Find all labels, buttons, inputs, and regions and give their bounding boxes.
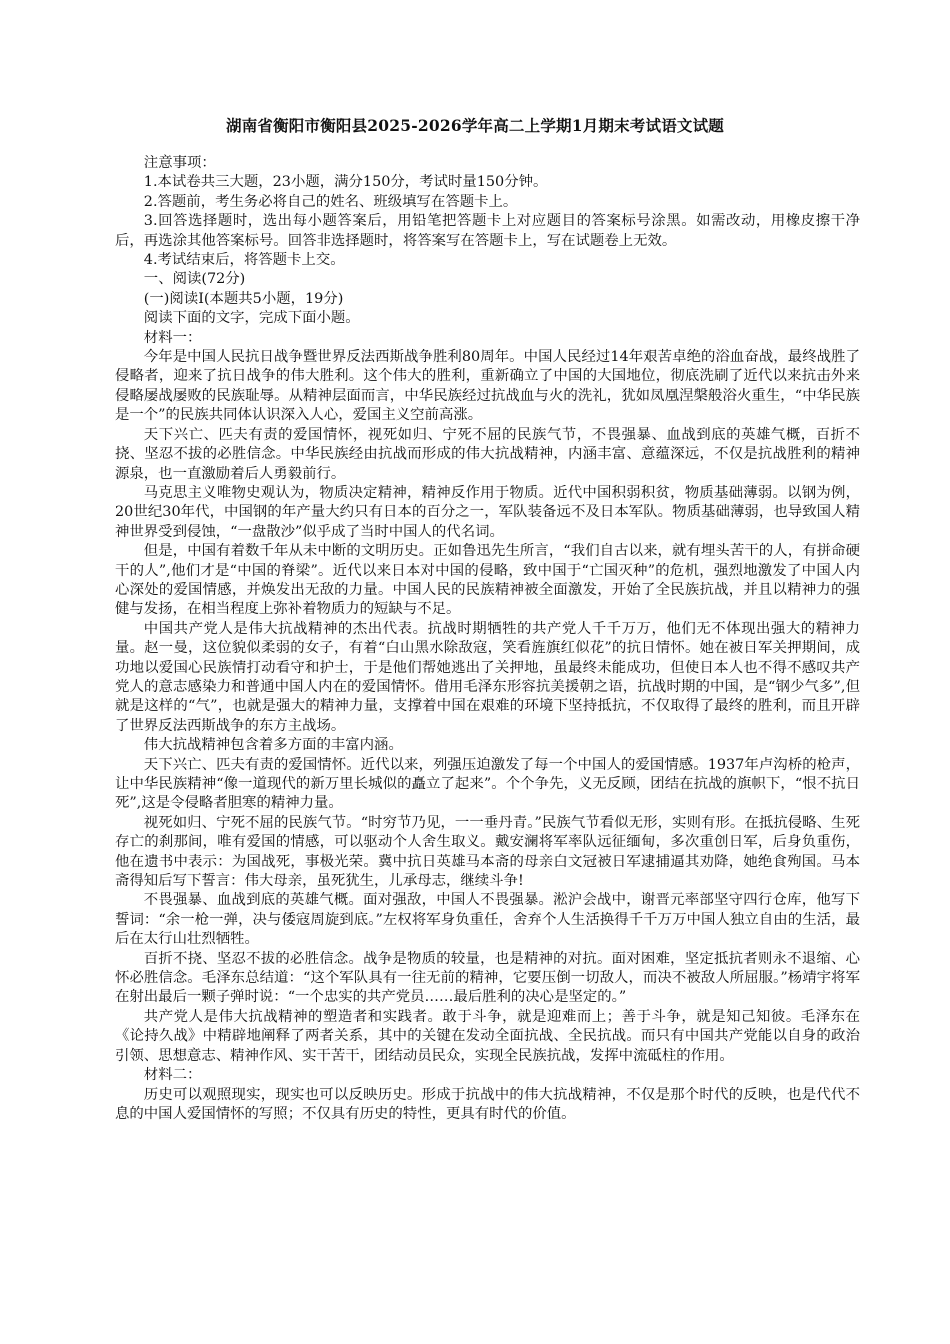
- section-heading: 一、阅读(72分): [143, 271, 246, 288]
- material1-paragraph: 天下兴亡、匹夫有责的爱国情怀。近代以来，列强压迫激发了每一个中国人的爱国情感。1937年卢沟桥的枪声，让中华民族精神“像一道现代的新万里长城似的矗立了起来”。个个争先，义无反顾，团结在抗战的旗帜下，“恨不抗日死”,这是令侵略者胆寒的精神力量。: [115, 756, 860, 812]
- material1-paragraph: 但是，中国有着数千年从未中断的文明历史。正如鲁迅先生所言，“我们自古以来，就有埋头苦干的人，有拼命硬干的人”,他们才是“中国的脊梁”。近代以来日本对中国的侵略，致中国于“亡国灭种”的危机，强烈地激发了中国人内心深处的爱国情感，并焕发出无敌的力量。中国人民的民族精神被全面激发，开始了全民族抗战，并且以精神力的强健与发扬，在相当程度上弥补着物质力的短缺与不足。: [115, 543, 860, 618]
- page-title: 湖南省衡阳市衡阳县2025-2026学年高二上学期1月期末考试语文试题: [226, 116, 724, 135]
- notice-item-1: 1.本试卷共三大题，23小题，满分150分，考试时量150分钟。: [143, 174, 548, 191]
- material1-paragraph: 视死如归、宁死不屈的民族气节。“时穷节乃见，一一垂丹青。”民族气节看似无形，实则有形。在抵抗侵略、生死存亡的刹那间，唯有爱国的情感，可以驱动个人舍生取义。戴安澜将军率队远征缅甸，多次重创日军，后身负重伤，他在遗书中表示：为国战死，事极光荣。冀中抗日英雄马本斋的母亲白文冠被日军逮捕逼其劝降，她绝食殉国。马本斋得知后写下誓言：伟大母亲，虽死犹生，儿承母志，继续斗争!: [115, 814, 860, 890]
- material1-paragraph: 天下兴亡、匹夫有责的爱国情怀，视死如归、宁死不屈的民族气节，不畏强暴、血战到底的英雄气概，百折不挠、坚忍不拔的必胜信念。中华民族经由抗战而形成的伟大抗战精神，内涵丰富、意蕴深远，不仅是抗战胜利的精神源泉，也一直激励着后人勇毅前行。: [115, 426, 860, 482]
- material2-label: 材料二：: [143, 1067, 202, 1084]
- material1-paragraph: 不畏强暴、血战到底的英雄气概。面对强敌，中国人不畏强暴。淞沪会战中，谢晋元率部坚守四行仓库，他写下誓词：“余一枪一弹，决与倭寇周旋到底。”左权将军身负重任，舍弃个人生活换得千千万万中国人独立自由的生活，最后在太行山壮烈牺牲。: [115, 892, 860, 948]
- notice-item-4: 4.考试结束后，将答题卡上交。: [143, 252, 345, 269]
- notice-item-2: 2.答题前，考生务必将自己的姓名、班级填写在答题卡上。: [143, 193, 518, 210]
- material1-paragraph: 马克思主义唯物史观认为，物质决定精神，精神反作用于物质。近代中国积弱积贫，物质基础薄弱。以钢为例，20世纪30年代，中国钢的年产量大约只有日本的百分之一，军队装备远不及日本军队。物质基础薄弱，也导致国人精神世界受到侵蚀，“一盘散沙”似乎成了当时中国人的代名词。: [115, 484, 860, 540]
- document-body: [115, 154, 860, 1124]
- material1-paragraph: 百折不挠、坚忍不拔的必胜信念。战争是物质的较量，也是精神的对抗。面对困难，坚定抵抗者则永不退缩、心怀必胜信念。毛泽东总结道：“这个军队具有一往无前的精神，它要压倒一切敌人，而决不被敌人所屈服。”杨靖宇将军在射出最后一颗子弹时说：“一个忠实的共产党员……最后胜利的决心是坚定的。”: [115, 950, 860, 1006]
- material1-label: 材料一：: [143, 329, 202, 346]
- notice-heading: 注意事项：: [143, 155, 216, 171]
- material1-paragraph: 伟大抗战精神包含着多方面的丰富内涵。: [143, 737, 403, 754]
- material2-paragraph: 历史可以观照现实，现实也可以反映历史。形成于抗战中的伟大抗战精神，不仅是那个时代的反映，也是代代不息的中国人爱国情怀的写照；不仅具有历史的特性，更具有时代的价值。: [115, 1086, 860, 1122]
- material1-paragraph: 共产党人是伟大抗战精神的塑造者和实践者。敢于斗争，就是迎难而上；善于斗争，就是知己知彼。毛泽东在《论持久战》中精辟地阐释了两者关系，其中的关键在发动全面抗战、全民抗战。而只有中国共产党能以自身的政治引领、思想意志、精神作风、实干苦干，团结动员民众，实现全民族抗战，发挥中流砥柱的作用。: [115, 1008, 860, 1064]
- material1-paragraph: 今年是中国人民抗日战争暨世界反法西斯战争胜利80周年。中国人民经过14年艰苦卓绝的浴血奋战，最终战胜了侵略者，迎来了抗日战争的伟大胜利。这个伟大的胜利，重新确立了中国的大国地位，彻底洗刷了近代以来抗击外来侵略屡战屡败的民族耻辱。从精神层面而言，中华民族经过抗战血与火的洗礼，犹如凤凰涅槃般浴火重生，“中华民族是一个”的民族共同体认识深入人心，爱国主义空前高涨。: [115, 349, 860, 424]
- section-instruction: 阅读下面的文字，完成下面小题。: [143, 310, 360, 327]
- notice-item-3: 3.回答选择题时，选出每小题答案后，用铅笔把答题卡上对应题目的答案标号涂黑。如需改动，用橡皮擦干净后，再选涂其他答案标号。回答非选择题时，将答案写在答题卡上，写在试题卷上无效。: [115, 213, 860, 249]
- section-subheading: (一)阅读Ⅰ(本题共5小题，19分): [143, 290, 344, 307]
- material1-paragraph: 中国共产党人是伟大抗战精神的杰出代表。抗战时期牺牲的共产党人千千万万，他们无不体现出强大的精神力量。赵一曼，这位貌似柔弱的女子，有着“白山黑水除敌寇，笑看旌旗红似花”的抗日情怀。她在被日军关押期间，成功地以爱国心民族情打动看守和护士，于是他们帮她逃出了关押地，虽最终未能成功，但使日本人也不得不感叹共产党人的意志感染力和普通中国人内在的爱国情怀。借用毛泽东形容抗美援朝之语，抗战时期的中国，是“钢少气多”,但就是这样的“气”，也就是强大的精神力量，支撑着中国在艰难的环境下坚持抵抗，不仅取得了最终的胜利，而且开辟了世界反法西斯战争的东方主战场。: [115, 620, 860, 734]
